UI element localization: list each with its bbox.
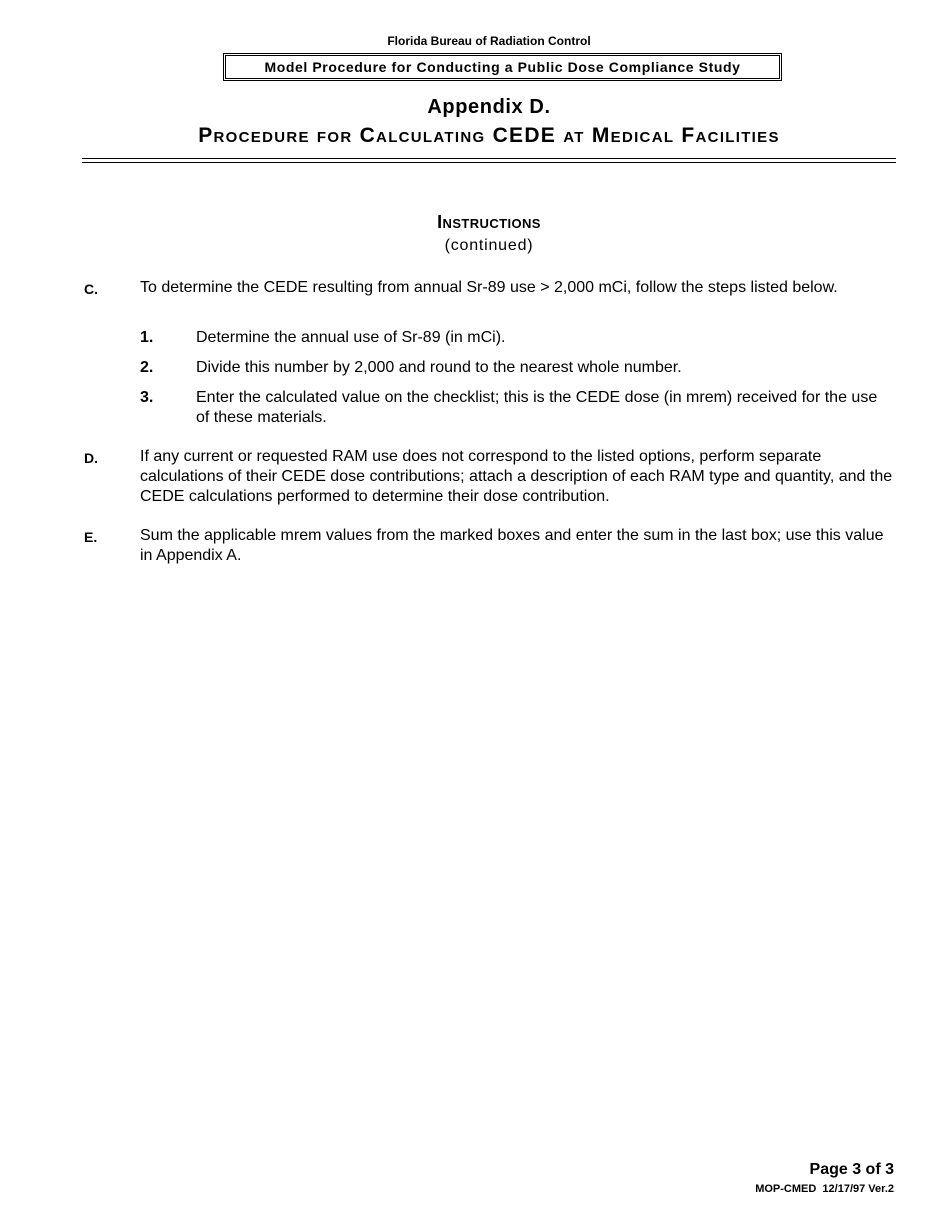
- page-title: Procedure for Calculating CEDE at Medical Facilities: [198, 124, 780, 147]
- step-text: Determine the annual use of Sr-89 (in mCi).: [196, 329, 506, 346]
- item-text: To determine the CEDE resulting from annual Sr-89 use > 2,000 mCi, follow the steps listed below.: [140, 279, 838, 296]
- page-number: Page 3 of 3: [809, 1161, 894, 1178]
- step-text: Divide this number by 2,000 and round to the nearest whole number.: [196, 359, 682, 376]
- step-number: 1.: [140, 329, 154, 346]
- item-letter: C.: [84, 281, 98, 297]
- title-double-rule: [82, 158, 896, 163]
- step-text: Enter the calculated value on the checklist; this is the CEDE dose (in mrem) received for the use of these materials.: [196, 389, 878, 426]
- item-letter: E.: [84, 529, 98, 545]
- instruction-item-c: [84, 278, 899, 298]
- step-number: 3.: [140, 389, 154, 406]
- step-number: 2.: [140, 359, 154, 376]
- section-heading: Instructions: [437, 212, 541, 232]
- item-letter: D.: [84, 450, 98, 466]
- document-title-box: Model Procedure for Conducting a Public Dose Compliance Study: [223, 53, 782, 81]
- step-1: [140, 328, 890, 348]
- step-2: [140, 358, 890, 378]
- agency-name: Florida Bureau of Radiation Control: [387, 34, 591, 48]
- item-text: Sum the applicable mrem values from the marked boxes and enter the sum in the last box; use this value in Appendix A.: [140, 527, 884, 564]
- item-text: If any current or requested RAM use does not correspond to the listed options, perform separate calculations of their CEDE dose contributions; attach a description of each RAM type and quantity, and the CEDE calculations performed to determine their dose contribution.: [140, 448, 893, 505]
- appendix-label: Appendix D.: [427, 96, 551, 118]
- instruction-item-d: [84, 447, 899, 507]
- section-subheading: (continued): [444, 237, 534, 254]
- document-code: MOP-CMED 12/17/97 Ver.2: [755, 1183, 894, 1195]
- step-3: [140, 388, 890, 428]
- instruction-item-e: [84, 526, 899, 566]
